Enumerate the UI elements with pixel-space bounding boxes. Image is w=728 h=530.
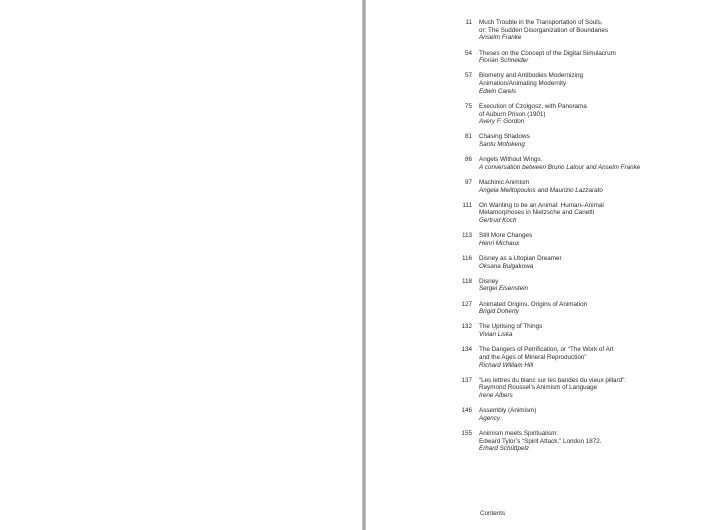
toc-title-line: On Wanting to be an Animal: Human–Animal: [479, 201, 604, 209]
toc-entry-text: [479, 156, 721, 171]
toc-author: Agency: [479, 414, 501, 422]
toc-title-line: Biometry and Antibodies Modernizing: [479, 72, 583, 80]
toc-title-line: The Uprising of Things: [479, 323, 543, 331]
toc-page-number: 146: [461, 407, 472, 415]
toc-entry: [456, 103, 721, 126]
toc-entry: [456, 72, 721, 95]
toc-entry: [456, 255, 721, 270]
toc-title-line: Angels Without Wings.: [479, 156, 543, 164]
right-page: [366, 0, 728, 530]
toc-entry: [456, 232, 721, 247]
left-page: [0, 0, 362, 530]
toc-page-number: 113: [461, 232, 472, 240]
toc-entry: [456, 19, 721, 42]
toc-entry-text: [479, 430, 721, 453]
toc-entry: [456, 50, 721, 65]
toc-page-number: 57: [464, 72, 472, 80]
toc-entry: [456, 407, 721, 422]
toc-page-number: 75: [464, 102, 472, 110]
toc-title-line: Animated Origins, Origins of Animation: [479, 300, 588, 308]
toc-author: Gertrud Koch: [479, 217, 517, 225]
toc-author: Oksana Bulgakowa: [479, 262, 534, 270]
toc-author: Richard William Hill: [479, 361, 534, 369]
toc-title-line: The Dangers of Petrification, or “The Work of Art: [479, 346, 614, 354]
toc-title-line: Animation/Animating Modernity: [479, 80, 567, 87]
toc-title-line: Disney: [479, 277, 499, 285]
toc-entry-text: [479, 50, 721, 65]
toc-page-number: 116: [461, 254, 472, 262]
toc-author: Edwin Carels: [479, 87, 517, 95]
toc-author: Angela Melitopoulos and Maurizio Lazzarato: [479, 186, 603, 194]
toc-author: Irene Albers: [479, 392, 513, 400]
toc-entry: [456, 133, 721, 148]
toc-entry-text: [479, 255, 721, 270]
toc-entry-text: [479, 232, 721, 247]
toc-entry-text: [479, 323, 721, 338]
toc-page-number: 11: [465, 19, 472, 26]
toc-page-number: 97: [464, 178, 472, 186]
toc-title-line: of Auburn Prison (1901): [479, 110, 546, 118]
toc-page-number: 132: [461, 323, 472, 331]
toc-title-line: Assembly (Animism): [479, 407, 537, 415]
toc-entry-text: [479, 72, 721, 95]
toc-entry-text: [479, 346, 721, 369]
toc-entry: [456, 179, 721, 194]
running-footer: Contents: [480, 510, 506, 517]
toc-entry: [456, 278, 721, 293]
toc-title-line: Edward Tylor’s “Spirit Attack,” London 1872.: [479, 437, 602, 445]
toc-entry-text: [479, 278, 721, 293]
toc-title-line: Metamorphoses in Nietzsche and Canetti: [479, 209, 595, 217]
toc-title-line: Much Trouble in the Transportation of Souls,: [479, 19, 603, 26]
toc-entry: [456, 202, 721, 225]
toc-page-number: 86: [464, 156, 472, 164]
toc-title-line: Execution of Czolgosz, with Panorama: [479, 102, 587, 110]
toc-entry-text: [479, 377, 721, 400]
toc-page-number: 54: [464, 49, 472, 57]
toc-title-line: Disney as a Utopian Dreamer: [479, 254, 562, 262]
toc-title-line: Chasing Shadows: [479, 133, 530, 141]
toc-author: Henri Michaux: [479, 239, 520, 247]
toc-author: Sergei Eisenstein: [479, 285, 529, 293]
toc-entry-text: [479, 301, 721, 316]
toc-author: Santu Mofokeng: [479, 141, 525, 148]
toc-author: Anselm Franke: [479, 34, 522, 42]
toc-title-line: Theses on the Concept of the Digital Simulacrum: [479, 49, 616, 57]
toc-title-line: Raymond Roussel’s Animism of Language: [479, 384, 598, 392]
toc-entry-text: [479, 202, 721, 225]
toc-entry-text: [479, 103, 721, 126]
toc-entry-text: [479, 407, 721, 422]
toc-entry-text: [479, 133, 721, 148]
toc-title-line: Machinic Animism: [479, 178, 530, 186]
table-of-contents: [456, 19, 721, 453]
toc-entry: [456, 323, 721, 338]
toc-author: Vivian Liska: [479, 331, 513, 339]
toc-entry: [456, 156, 721, 171]
toc-entry: [456, 301, 721, 316]
toc-title-line: and the Ages of Mineral Reproduction”: [479, 353, 587, 361]
toc-author: Florian Schneider: [479, 57, 529, 65]
toc-author: A conversation between Bruno Latour and Anselm Franke: [479, 163, 641, 171]
toc-entry-text: [479, 179, 721, 194]
toc-page-number: 111: [462, 201, 472, 209]
toc-author: Erhard Schüttpelz: [479, 445, 530, 453]
toc-page-number: 137: [461, 376, 472, 384]
toc-title-line: Still More Changes: [479, 232, 533, 240]
toc-page-number: 118: [461, 277, 472, 285]
toc-page-number: 134: [461, 346, 472, 354]
toc-page-number: 81: [464, 133, 472, 141]
toc-entry: [456, 430, 721, 453]
toc-entry-text: [479, 19, 721, 42]
toc-page-number: 127: [461, 300, 472, 308]
toc-title-line: “Les lettres du blanc sur les bandes du vieux pillard”:: [479, 376, 627, 384]
toc-entry: [456, 377, 721, 400]
toc-page-number: 155: [461, 429, 472, 437]
toc-title-line: or: The Sudden Disorganization of Boundaries: [479, 26, 609, 34]
toc-author: Brigid Doherty: [479, 308, 519, 316]
toc-author: Avery F. Gordon: [479, 118, 525, 126]
toc-entry: [456, 346, 721, 369]
toc-title-line: Animism meets Spiritualism:: [479, 429, 559, 437]
